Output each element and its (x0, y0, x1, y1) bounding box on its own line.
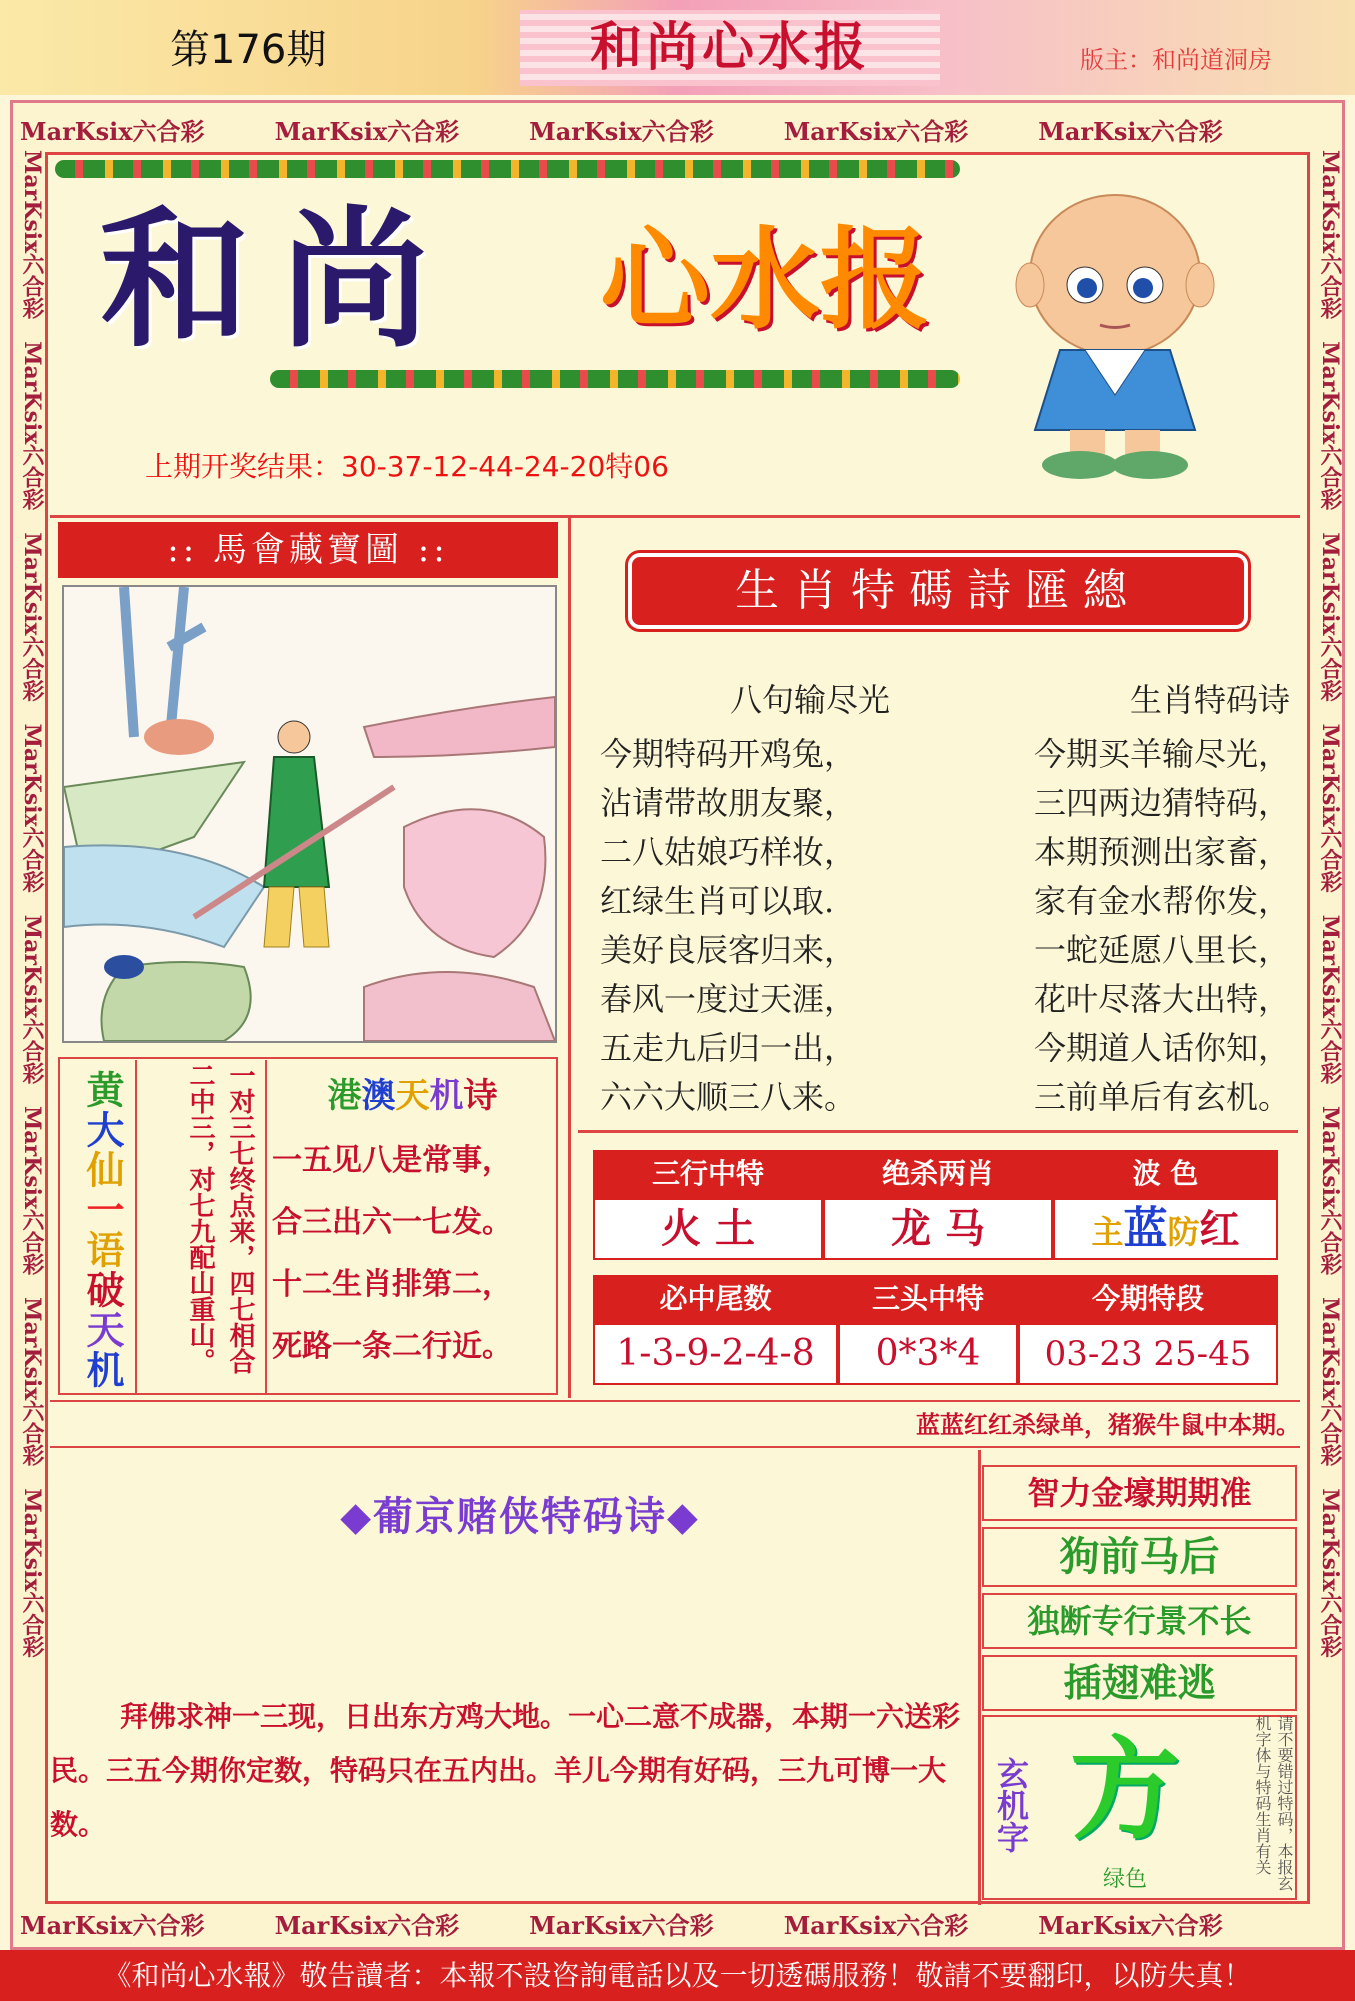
poem-line: 今期买羊输尽光， (1033, 735, 1290, 773)
last-draw-result: 上期开奖结果：30-37-12-44-24-20特06 (145, 450, 669, 483)
zodiac-poem-heading: 生肖特碼詩匯總 (628, 553, 1248, 629)
xuanji-character: 方 (1070, 1725, 1180, 1854)
huang-title-char: 一 (80, 1190, 125, 1230)
gangao-char: 天 (395, 1076, 430, 1116)
issue-number: 第176期 (170, 27, 327, 73)
footer-notice: 《和尚心水報》敬告讀者：本報不設咨詢電話以及一切透碼服務！敬請不要翻印，以防失真！ (0, 1950, 1355, 2001)
gangao-line: 死路一条二行近。 (272, 1329, 512, 1364)
gangao-poem (272, 1130, 557, 1390)
huang-title-char: 语 (80, 1230, 125, 1270)
stat-label-juesha: 绝杀两肖 (823, 1150, 1053, 1198)
section-divider (578, 1130, 1298, 1133)
masthead-title: 和尚心水报 (520, 10, 940, 86)
poem-line: 本期预测出家畜， (1033, 833, 1290, 871)
slogan-box: 插翅难逃 (982, 1655, 1297, 1711)
stat-label-weishu: 必中尾数 (593, 1275, 838, 1323)
huang-title-char: 天 (80, 1310, 125, 1350)
slogan-box: 独断专行景不长 (982, 1593, 1297, 1649)
poem-line: 美好良辰客归来， (600, 931, 857, 969)
slogan-box: 狗前马后 (982, 1527, 1297, 1587)
stat-value-juesha: 龙 马 (823, 1198, 1053, 1260)
poem-line: 家有金水帮你发， (1033, 882, 1290, 920)
stat-label-santou: 三头中特 (838, 1275, 1018, 1323)
poem-line: 三前单后有玄机。 (1033, 1078, 1290, 1116)
column-divider (978, 1450, 981, 1905)
gangao-char: 诗 (463, 1076, 498, 1116)
poem-line: 六六大顺三八来。 (600, 1078, 857, 1116)
poem-a (600, 730, 930, 1130)
poem-a-title: 八句输尽光 (729, 681, 890, 719)
section-divider (50, 515, 1300, 518)
stat-label-teduan: 今期特段 (1018, 1275, 1278, 1323)
huang-daxian-title (80, 1070, 130, 1390)
poem-line: 春风一度过天涯， (600, 980, 857, 1018)
stat-value-sanxing: 火 土 (593, 1198, 823, 1260)
poem-line: 二八姑娘巧样妆， (600, 833, 857, 871)
watermark-row-top: MarKsix六合彩 MarKsix六合彩 MarKsix六合彩 MarKsix六合彩 MarKsix六合彩 (20, 117, 1223, 146)
gangao-tianji-title (270, 1068, 555, 1118)
watermark-row-bottom: MarKsix六合彩 MarKsix六合彩 MarKsix六合彩 MarKsix六合彩 MarKsix六合彩 (20, 1911, 1223, 1940)
watermark-col-right: MarKsix六合彩 MarKsix六合彩 MarKsix六合彩 MarKsix六合彩 MarKsix六合彩 MarKsix六合彩 MarKsix六合彩 MarKsix六合彩 (1317, 150, 1343, 1658)
stat-value-bose: 主蓝防红 (1053, 1198, 1278, 1260)
huang-title-char: 大 (80, 1110, 125, 1150)
huang-title-char: 破 (80, 1270, 125, 1310)
xuanji-label: 玄机字 (992, 1757, 1030, 1853)
poem-line: 今期特码开鸡兔， (600, 735, 857, 773)
gangao-char: 机 (429, 1076, 464, 1116)
side-poem-note: 一对三七终点来，四七相合二中三，对七九配山重山。 (185, 1062, 255, 1374)
vine-decoration-top (55, 160, 960, 178)
gangao-line: 合三出六一七发。 (272, 1205, 512, 1240)
poem-line: 五走九后归一出， (600, 1029, 857, 1067)
poem-line: 红绿生肖可以取. (600, 882, 835, 920)
pujing-poem-text: 拜佛求神一三现，日出东方鸡大地。一心二意不成器，本期一六送彩民。三五今期你定数，特码只在五内出。羊儿今期有好码，三九可博一大数。 (50, 1700, 961, 1841)
poem-b-title: 生肖特码诗 (1129, 681, 1290, 719)
panel-divider (265, 1060, 267, 1394)
treasure-map-illustration (62, 585, 557, 1043)
huang-title-char: 黄 (80, 1070, 125, 1110)
hint-strip-text: 蓝蓝红红杀绿单，猪猴牛鼠中本期。 (916, 1410, 1300, 1439)
slogan-box: 智力金壕期期准 (982, 1465, 1297, 1521)
stat-value-teduan: 03-23 25-45 (1018, 1323, 1278, 1385)
monk-mascot-image (1000, 180, 1230, 480)
title-xinshuibao: 心水报 (600, 215, 930, 344)
poem-line: 沾请带故朋友聚， (600, 784, 857, 822)
gangao-char: 澳 (361, 1076, 396, 1116)
poem-line: 花叶尽落大出特， (1033, 980, 1290, 1018)
editor-credit: 版主：和尚道洞房 (1080, 46, 1272, 74)
huang-title-char: 仙 (80, 1150, 125, 1190)
panel-divider (135, 1060, 137, 1394)
gangao-char: 港 (327, 1076, 362, 1116)
stat-label-sanxing: 三行中特 (593, 1150, 823, 1198)
poem-line: 一蛇延愿八里长， (1033, 931, 1290, 969)
xuanji-color-note: 绿色 (1102, 1867, 1147, 1892)
gangao-line: 一五见八是常事， (272, 1143, 512, 1178)
column-divider (568, 518, 571, 1398)
poem-line: 今期道人话你知， (1033, 1029, 1290, 1067)
watermark-col-left: MarKsix六合彩 MarKsix六合彩 MarKsix六合彩 MarKsix六合彩 MarKsix六合彩 MarKsix六合彩 MarKsix六合彩 MarKsix六合彩 (19, 150, 45, 1658)
huang-title-char: 机 (80, 1350, 125, 1390)
treasure-map-heading: :: 馬會藏寶圖 :: (58, 522, 558, 578)
stat-value-weishu: 1-3-9-2-4-8 (593, 1323, 838, 1385)
title-heshang: 和尚 (100, 192, 461, 368)
stat-value-santou: 0*3*4 (838, 1323, 1018, 1385)
xuanji-side-note: 请不要错过特码，本报玄机字体与特码生肖有关 (1253, 1715, 1294, 1891)
poem-line: 三四两边猜特码， (1033, 784, 1290, 822)
poem-b (1000, 730, 1290, 1130)
pujing-poem-title: ◆葡京赌侠特码诗◆ (340, 1493, 700, 1540)
stat-label-bose: 波 色 (1053, 1150, 1278, 1198)
gangao-line: 十二生肖排第二， (272, 1267, 512, 1302)
